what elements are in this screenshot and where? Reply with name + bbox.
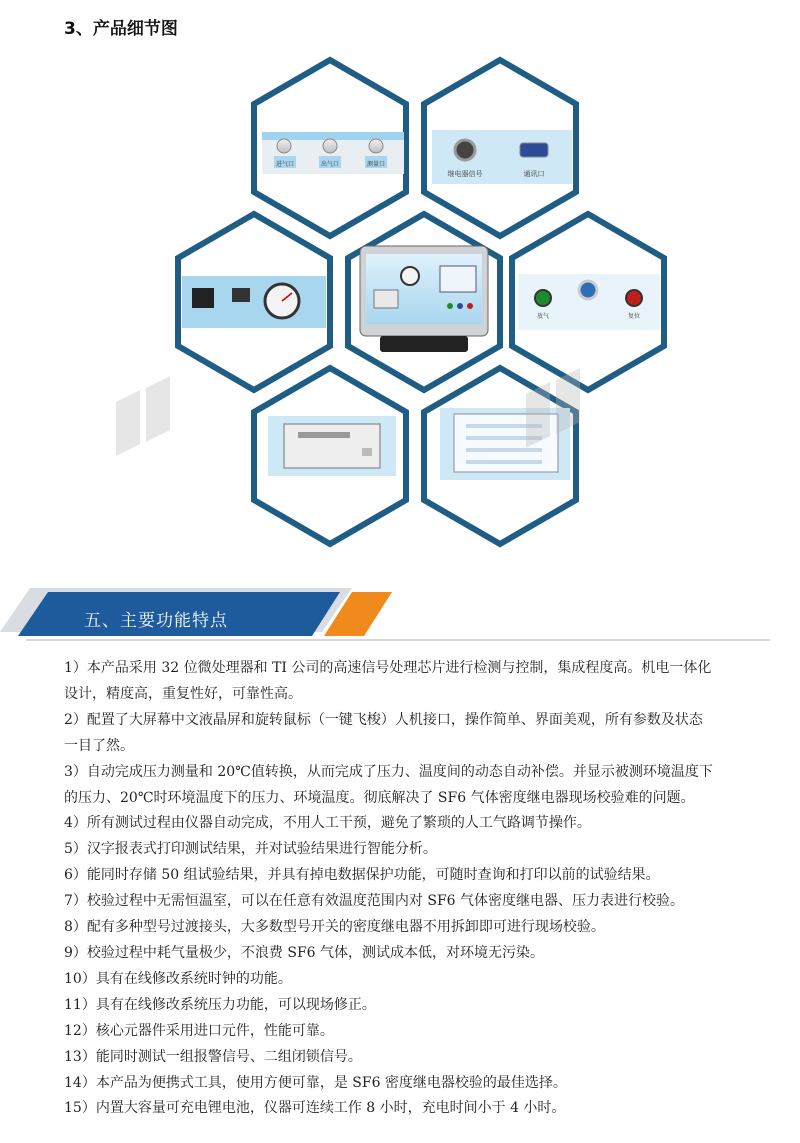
feature-line: 15）内置大容量可充电锂电池，仪器可连续工作 8 小时，充电时间小于 4 小时。 xyxy=(64,1100,566,1117)
comm-port-connector xyxy=(520,143,548,157)
feature-line: 的压力、20℃时环境温度下的压力、环境温度。彻底解决了 SF6 气体密度继电器现场校验难的问题。 xyxy=(64,789,695,806)
reset-label: 复位 xyxy=(627,313,641,320)
hex-power-gauge xyxy=(178,214,330,390)
feature-line: 10）具有在线修改系统时钟的功能。 xyxy=(64,970,292,987)
power-socket xyxy=(192,288,214,308)
product-detail-hexagon-collage xyxy=(0,40,800,560)
port-label: 测量口 xyxy=(366,161,386,168)
feature-line: 4）所有测试过程由仪器自动完成，不用人工干预，避免了繁琐的人工气路调节操作。 xyxy=(64,815,591,832)
hex-gas-ports xyxy=(254,60,406,236)
feature-line: 5）汉字报表式打印测试结果，并对试验结果进行智能分析。 xyxy=(64,841,437,858)
hex-signal-ports xyxy=(424,60,576,236)
hex-instrument xyxy=(348,214,500,390)
relay-signal-connector xyxy=(455,140,475,160)
feature-line: 7）校验过程中无需恒温室，可以在任意有效温度范围内对 SF6 气体密度继电器、压力表进行校验。 xyxy=(64,893,685,910)
feature-line: 12）核心元器件采用进口元件，性能可靠。 xyxy=(64,1022,334,1039)
relay-signal-label: 继电器信号 xyxy=(447,170,483,178)
feature-line: 9）校验过程中耗气量极少，不浪费 SF6 气体，测试成本低，对环境无污染。 xyxy=(64,944,545,961)
hex-control-buttons xyxy=(512,214,664,390)
feature-line: 11）具有在线修改系统压力功能，可以现场修正。 xyxy=(64,996,376,1013)
section-heading: 3、产品细节图 xyxy=(64,19,178,39)
fuse-switch xyxy=(232,288,250,302)
feature-line: 1）本产品采用 32 位微处理器和 TI 公司的高速信号处理芯片进行检测与控制，集成程度高。机电一体化 xyxy=(64,660,712,676)
hex-printer xyxy=(254,368,406,544)
comm-port-label: 通讯口 xyxy=(523,170,545,178)
gas-release-button xyxy=(535,290,551,306)
gas-label: 放气 xyxy=(536,313,550,320)
port-label: 出气口 xyxy=(320,161,340,168)
hex-display xyxy=(424,368,576,544)
feature-line: 6）能同时存储 50 组试验结果，并具有掉电数据保护功能，可随时查询和打印以前的试验结果。 xyxy=(64,867,660,884)
printer-panel xyxy=(284,424,380,468)
port-label: 进气口 xyxy=(275,161,295,168)
feature-line: 3）自动完成压力测量和 20℃值转换，从而完成了压力、温度间的动态自动补偿。并显示被测环境温度下 xyxy=(64,763,713,780)
feature-line: 13）能同时测试一组报警信号、二组闭锁信号。 xyxy=(64,1048,362,1065)
rotary-knob xyxy=(579,281,597,299)
banner-title: 五、主要功能特点 xyxy=(84,611,228,631)
feature-line: 2）配置了大屏幕中文液晶屏和旋转鼠标（一键飞梭）人机接口，操作简单、界面美观，所有参数及状态 xyxy=(64,711,703,728)
reset-button xyxy=(626,290,642,306)
feature-line: 设计，精度高，重复性好，可靠性高。 xyxy=(64,685,302,702)
feature-line: 一目了然。 xyxy=(64,737,134,754)
feature-line: 14）本产品为便携式工具，使用方便可靠，是 SF6 密度继电器校验的最佳选择。 xyxy=(64,1074,567,1091)
feature-list xyxy=(64,656,776,1122)
feature-line: 8）配有多种型号过渡接头，大多数型号开关的密度继电器不用拆卸即可进行现场校验。 xyxy=(64,919,605,936)
